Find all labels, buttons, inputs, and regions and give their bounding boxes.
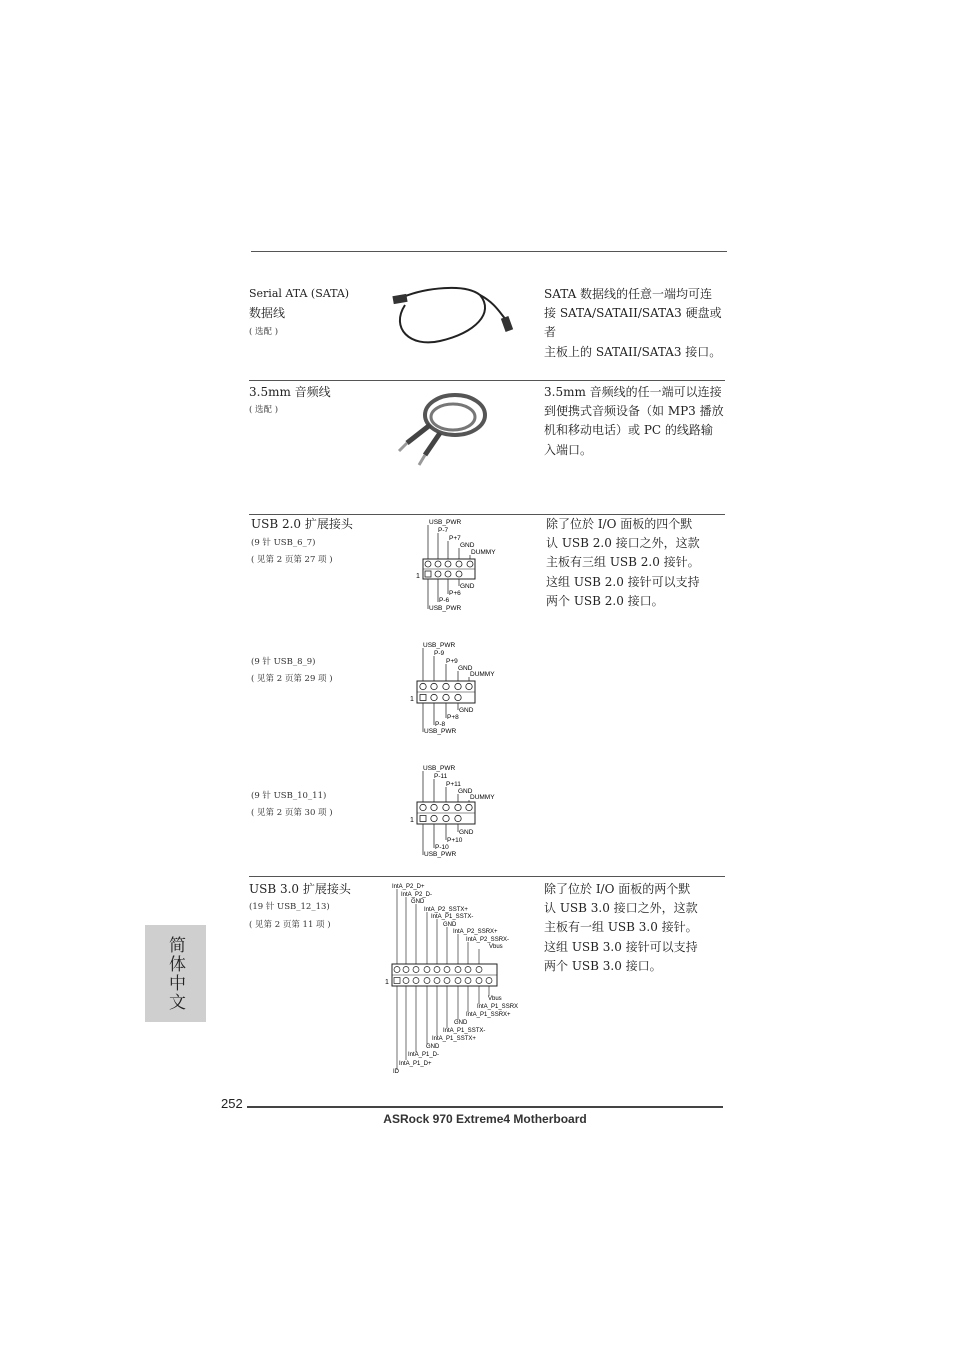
pin-label: P+10 [447,837,463,844]
audio-cable-image [395,385,495,467]
usb2-header1-diagram [414,516,514,614]
usb3-title: USB 3.0 扩展接头 [249,882,351,896]
sata-title2: 数据线 [249,306,286,320]
pin-label: GND [443,922,457,928]
usb2-header3-ref: ( 见第 2 页第 30 项 ) [251,808,333,818]
usb2-description: 除了位於 I/O 面板的四个默 认 USB 2.0 接口之外，这款 主板有三组 USB 2.0 接针。 这组 USB 2.0 接针可以支持 两个 USB 2.0 接口。 [546,517,700,608]
pin-label: IntA_P1_SSTX+ [432,1036,476,1042]
audio-description: 3.5mm 音频线的任一端可以连接 到便携式音频设备（如 MP3 播放 机和移动电话）或 PC 的线路输 入端口。 [544,385,724,457]
usb2-header1-pins: (9 针 USB_6_7) [251,538,316,548]
sata-cable-image [385,283,525,355]
pin1-label: 1 [416,573,420,580]
usb2-header2-diagram [410,639,510,737]
pin-label: P-11 [434,773,448,780]
pin-label: P+7 [449,535,461,542]
pin-label: GND [454,1020,468,1026]
pin-label: GND [458,788,473,795]
pin-label: USB_PWR [423,765,456,772]
pin-label: USB_PWR [429,605,462,612]
pin-label: GND [459,829,474,836]
section-rule-usb3 [249,876,725,877]
pin-label: USB_PWR [429,519,462,526]
pin-label: IntA_P2_SSRX+ [453,929,498,935]
pin-label: GND [458,665,473,672]
usb2-title: USB 2.0 扩展接头 [251,517,353,531]
footer-title: ASRock 970 Extreme4 Motherboard [383,1112,587,1126]
usb2-header2-pins: (9 针 USB_8_9) [251,657,316,667]
audio-title: 3.5mm 音频线 [249,385,331,399]
pin-label: IntA_P1_SSRX+ [466,1012,511,1018]
pin-label: GND [460,542,475,549]
pin-label: IntA_P1_D- [408,1052,440,1058]
pin-label: USB_PWR [424,728,457,735]
pin-label: IntA_P2_SSTX+ [424,907,468,913]
pin-label: GND [411,899,425,905]
usb3-ref: ( 见第 2 页第 11 项 ) [249,920,331,930]
pin-label: Vbus [489,944,503,950]
pin-label: DUMMY [470,671,495,678]
pin-label: GND [459,707,474,714]
pin-label: IntA_P1_SSRX [477,1004,519,1010]
pin-label: IntA_P1_SSTX- [443,1028,486,1034]
pin-label: DUMMY [471,549,496,556]
pin-label: P+8 [447,714,459,721]
pin-label: USB_PWR [424,851,457,858]
page-number: 252 [221,1096,243,1111]
pin-label: ID [393,1069,399,1075]
pin-label: P+6 [449,590,461,597]
pin1-label: 1 [410,817,414,824]
pin-label: P-9 [434,650,445,657]
pin-label: P+9 [446,658,458,665]
pin-label: GND [426,1044,440,1050]
language-tab-label: 简体中文 [165,935,185,1012]
language-tab [145,925,206,1022]
pin-label: P-7 [438,527,449,534]
pin-label: P-8 [435,721,446,728]
sata-description: SATA 数据线的任意一端均可连 接 SATA/SATAII/SATA3 硬盘或者 主板上的 SATAII/SATA3 接口。 [544,287,722,359]
usb2-header1-ref: ( 见第 2 页第 27 项 ) [251,555,333,565]
pin-label: P-6 [439,597,450,604]
pin-label: IntA_P2_D+ [392,884,425,890]
sata-note: ( 选配 ) [249,327,279,337]
pin-label: GND [460,583,475,590]
footer-rule [247,1106,723,1108]
pin-label: IntA_P2_D- [401,892,433,898]
pin-label: IntA_P1_D+ [399,1061,432,1067]
pin1-label: 1 [410,696,414,703]
pin-label: USB_PWR [423,642,456,649]
pin-label: P-10 [435,844,449,851]
usb2-header3-diagram [410,762,510,860]
header-rule [251,251,727,252]
usb2-header3-pins: (9 针 USB_10_11) [251,791,327,801]
pin-label: Vbus [488,996,502,1002]
usb3-header-diagram [384,880,534,1076]
usb3-pins: (19 针 USB_12_13) [249,902,330,912]
pin-label: IntA_P2_SSRX- [466,937,510,943]
pin1-label: 1 [385,979,389,986]
pin-label: IntA_P1_SSTX- [431,914,474,920]
usb3-description: 除了位於 I/O 面板的两个默 认 USB 3.0 接口之外，这款 主板有一组 USB 3.0 接针。 这组 USB 3.0 接针可以支持 两个 USB 3.0 接口。 [544,882,698,973]
pin-label: DUMMY [470,794,495,801]
pin-label: P+11 [446,781,461,788]
sata-title: Serial ATA (SATA) [249,287,350,300]
audio-note: ( 选配 ) [249,405,279,415]
usb2-header2-ref: ( 见第 2 页第 29 项 ) [251,674,333,684]
section-rule-audio [249,380,725,381]
